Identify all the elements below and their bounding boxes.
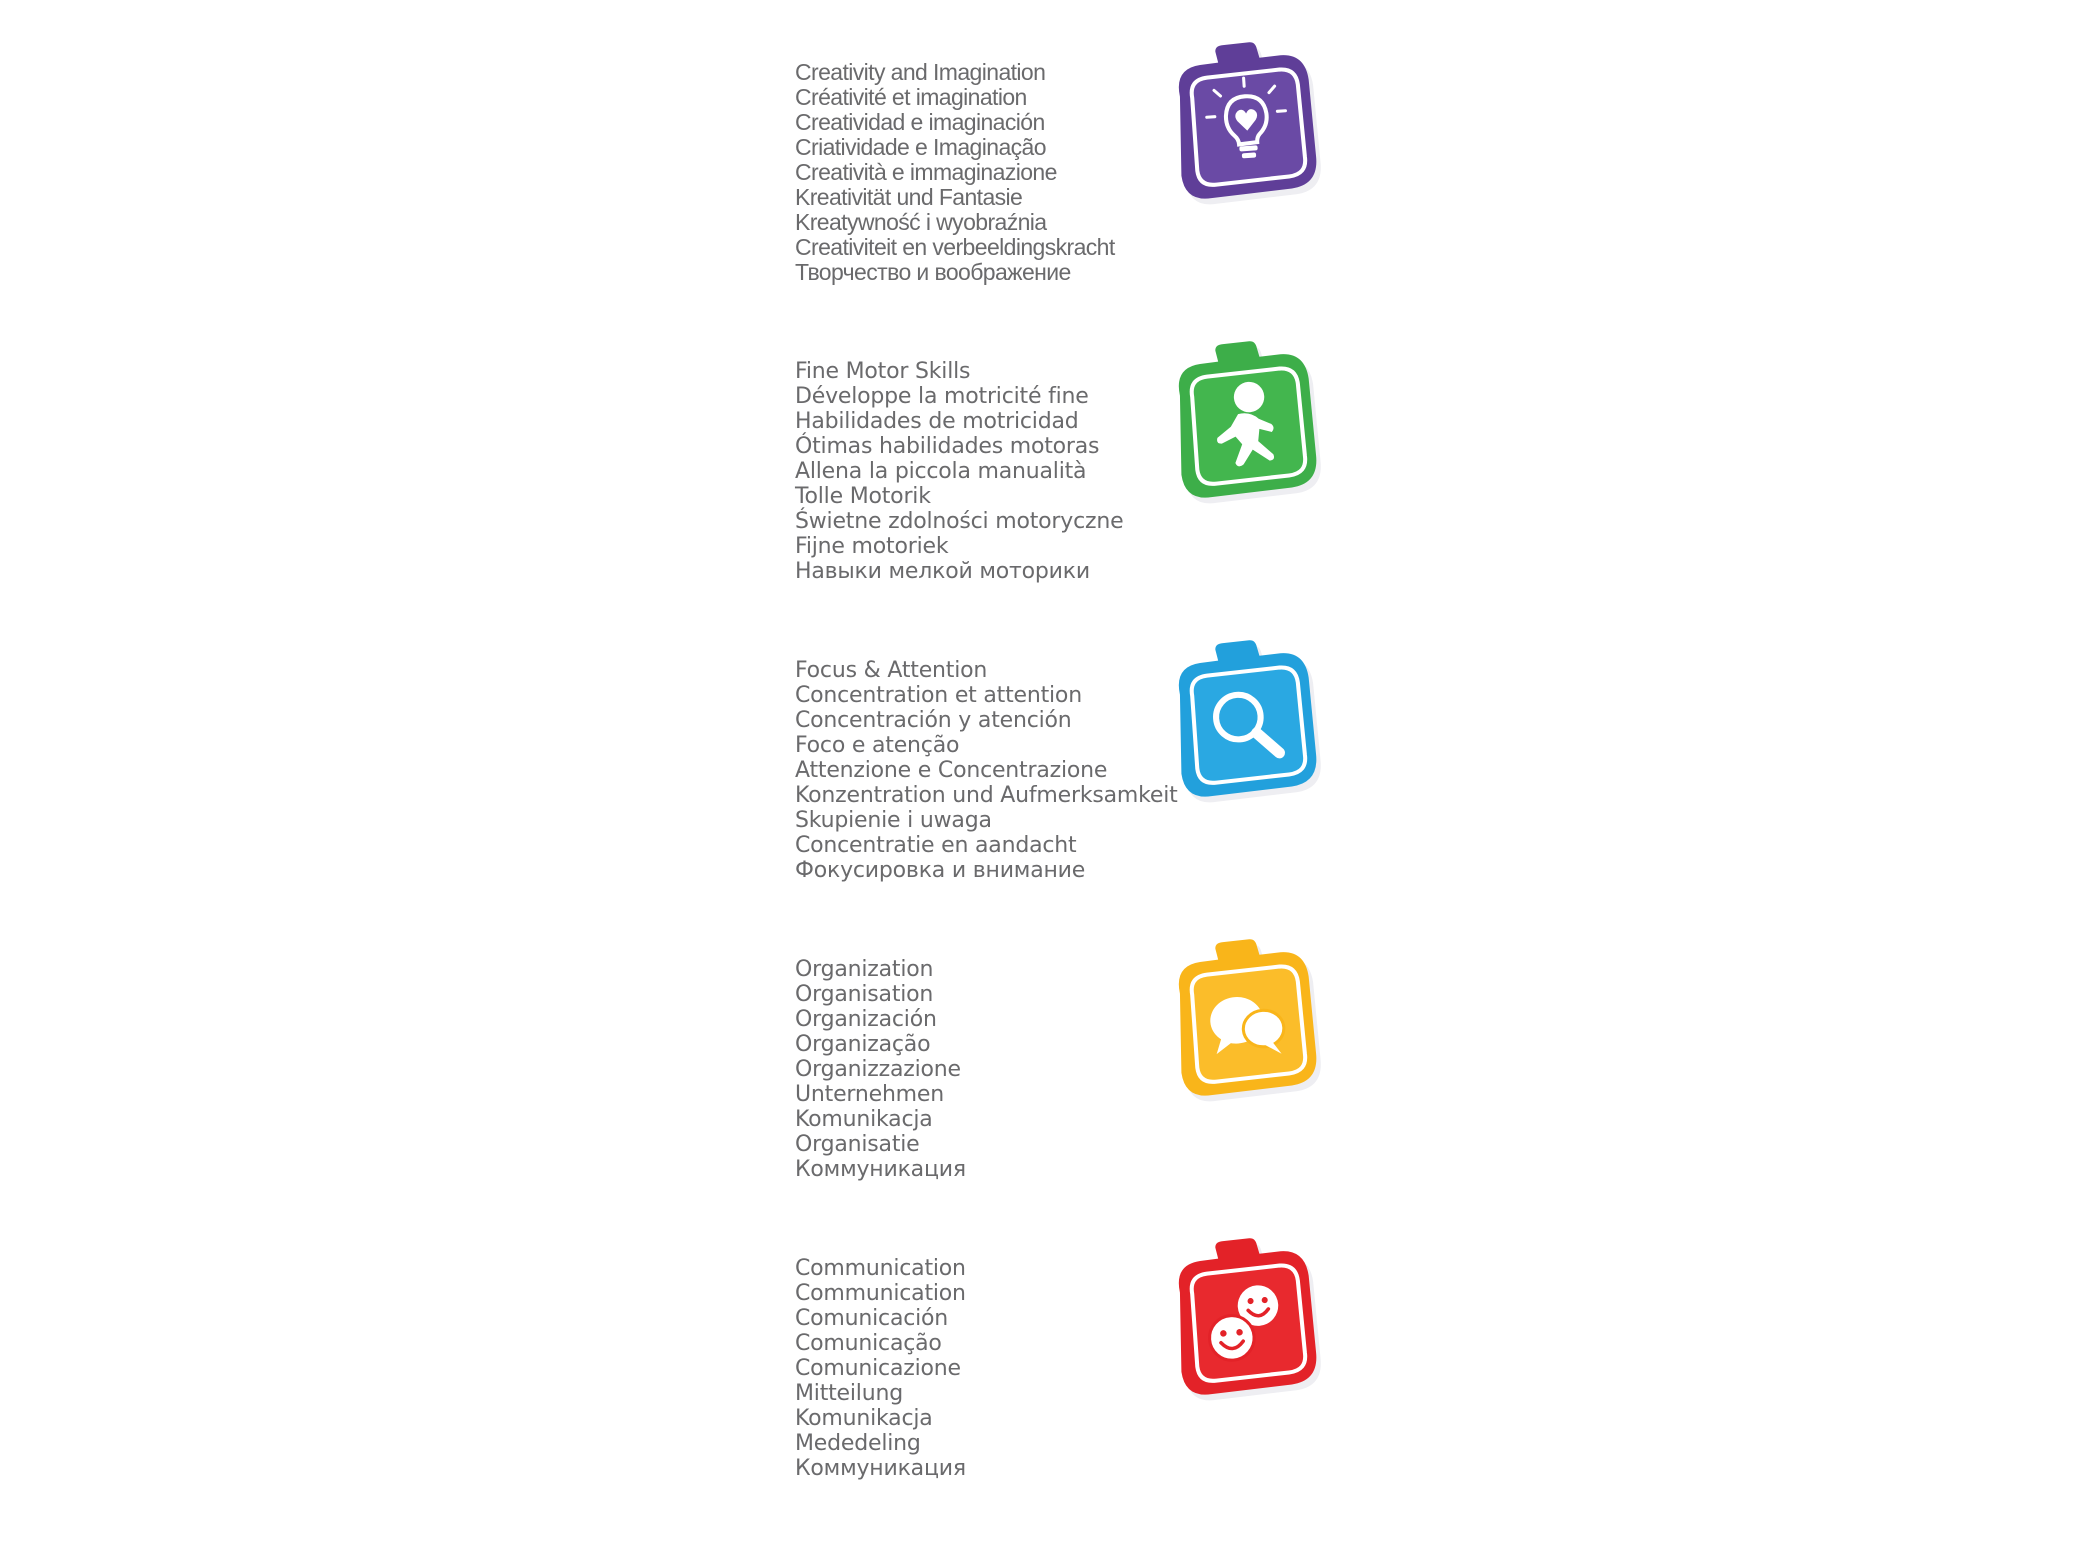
skill-label: Навыки мелкой моторики bbox=[795, 559, 1090, 584]
skill-label: Creativiteit en verbeeldingskracht bbox=[795, 234, 1115, 260]
skill-label: Attenzione e Concentrazione bbox=[795, 758, 1108, 783]
skill-label: Organization bbox=[795, 957, 934, 982]
skill-label: Développe la motricité fine bbox=[795, 384, 1089, 409]
skill-label: Concentración y atención bbox=[795, 708, 1072, 733]
skill-label: Fijne motoriek bbox=[795, 534, 949, 559]
skill-section-creativity bbox=[795, 60, 1355, 360]
skill-label: Świetne zdolności motoryczne bbox=[795, 509, 1124, 534]
skill-label: Mitteilung bbox=[795, 1381, 903, 1406]
skill-label: Creatividad e imaginación bbox=[795, 109, 1045, 135]
skill-label: Komunikacja bbox=[795, 1406, 933, 1431]
skill-label: Criatividade e Imaginação bbox=[795, 134, 1046, 160]
skill-label: Organisation bbox=[795, 982, 934, 1007]
skill-label: Organização bbox=[795, 1032, 931, 1057]
skill-label: Komunikacja bbox=[795, 1107, 933, 1132]
skill-label-list bbox=[795, 60, 1115, 285]
skill-label: Concentration et attention bbox=[795, 683, 1082, 708]
skill-label: Фокусировка и внимание bbox=[795, 858, 1086, 883]
skill-label: Skupienie i uwaga bbox=[795, 808, 992, 833]
smiley-faces-icon bbox=[1160, 1238, 1322, 1400]
skill-label: Tolle Motorik bbox=[795, 484, 931, 509]
skill-label: Allena la piccola manualità bbox=[795, 459, 1087, 484]
skill-label: Unternehmen bbox=[795, 1082, 944, 1107]
running-child-icon bbox=[1160, 341, 1322, 503]
skill-label: Konzentration und Aufmerksamkeit bbox=[795, 783, 1178, 808]
skill-label: Kreatywność i wyobraźnia bbox=[795, 209, 1047, 235]
skill-label: Comunicação bbox=[795, 1331, 942, 1356]
skill-section-fine-motor bbox=[795, 359, 1355, 659]
skill-label: Concentratie en aandacht bbox=[795, 833, 1077, 858]
skill-label: Creatività e immaginazione bbox=[795, 159, 1057, 185]
skill-label: Comunicación bbox=[795, 1306, 949, 1331]
lightbulb-heart-icon bbox=[1160, 42, 1322, 204]
magnifying-glass-icon bbox=[1160, 640, 1322, 802]
skill-label: Organización bbox=[795, 1007, 937, 1032]
skill-label: Kreativität und Fantasie bbox=[795, 184, 1023, 210]
skill-section-organization bbox=[795, 957, 1355, 1257]
skill-label: Ótimas habilidades motoras bbox=[795, 434, 1100, 459]
skill-label: Créativité et imagination bbox=[795, 84, 1027, 110]
skill-label: Mededeling bbox=[795, 1431, 921, 1456]
skill-label-list bbox=[795, 359, 1123, 584]
skill-section-focus bbox=[795, 658, 1355, 958]
skill-label: Organizzazione bbox=[795, 1057, 961, 1082]
skill-label: Comunicazione bbox=[795, 1356, 961, 1381]
skill-label-list bbox=[795, 957, 966, 1182]
skill-label: Творчество и воображение bbox=[795, 259, 1071, 285]
skill-section-communication bbox=[795, 1256, 1355, 1556]
skill-label: Коммуникация bbox=[795, 1157, 966, 1182]
skill-label: Foco e atenção bbox=[795, 733, 960, 758]
skill-label: Communication bbox=[795, 1281, 966, 1306]
skill-label: Organisatie bbox=[795, 1132, 920, 1157]
skill-label: Creativity and Imagination bbox=[795, 59, 1046, 85]
speech-bubbles-icon bbox=[1160, 939, 1322, 1101]
skill-label: Коммуникация bbox=[795, 1456, 966, 1481]
skill-label: Communication bbox=[795, 1256, 966, 1281]
skill-label: Fine Motor Skills bbox=[795, 359, 971, 384]
skill-label-list bbox=[795, 1256, 966, 1481]
skill-label: Focus & Attention bbox=[795, 658, 988, 683]
skill-label-list bbox=[795, 658, 1178, 883]
skill-label: Habilidades de motricidad bbox=[795, 409, 1079, 434]
